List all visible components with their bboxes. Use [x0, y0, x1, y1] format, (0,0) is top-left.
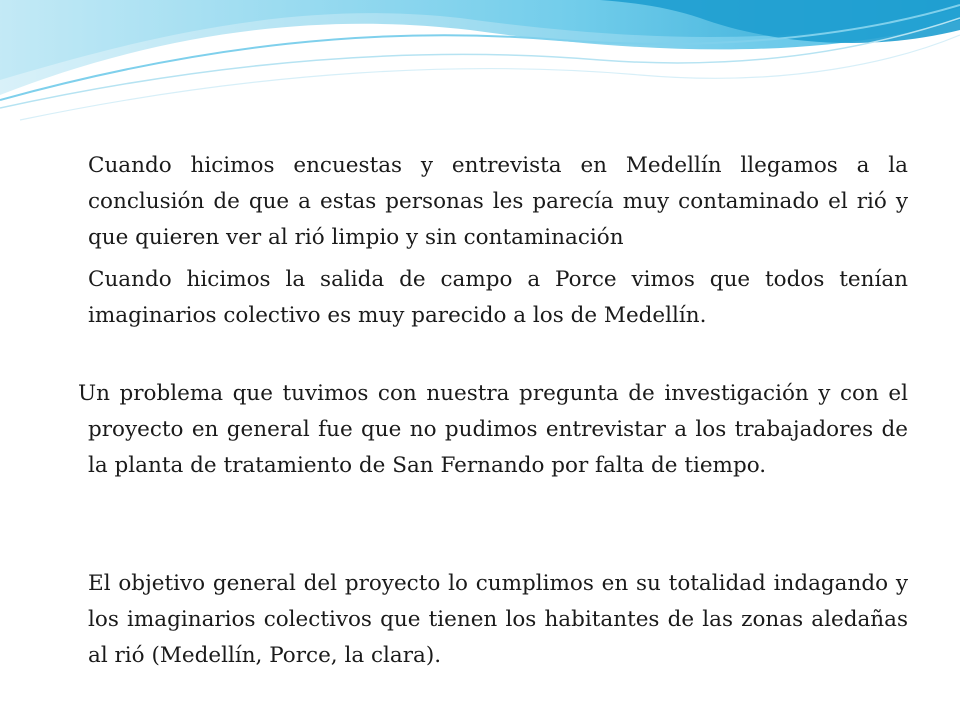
paragraph-1: Cuando hicimos encuestas y entrevista en Medellín llegamos a la conclusión de que a estas personas les parecía muy contaminado el rió y que quieren ver al rió limpio y sin contaminación — [88, 153, 908, 250]
paragraph-2: Cuando hicimos la salida de campo a Porce vimos que todos tenían imaginarios colectivo es muy parecido a los de Medellín. — [88, 267, 908, 328]
paragraph-3-text: Un problema que tuvimos con nuestra pregunta de investigación y con el proyecto en general fue que no pudimos entrevistar a los trabajadores de la planta de tratamiento de San Fernando por falta de tiempo. — [78, 381, 908, 478]
paragraph-4: El objetivo general del proyecto lo cumplimos en su totalidad indagando y los imaginarios colectivos que tienen los habitantes de las zonas aledañas al rió (Medellín, Porce, la clara). — [88, 571, 908, 668]
header-wave-decoration — [0, 0, 960, 130]
paragraph-3 — [78, 376, 908, 484]
